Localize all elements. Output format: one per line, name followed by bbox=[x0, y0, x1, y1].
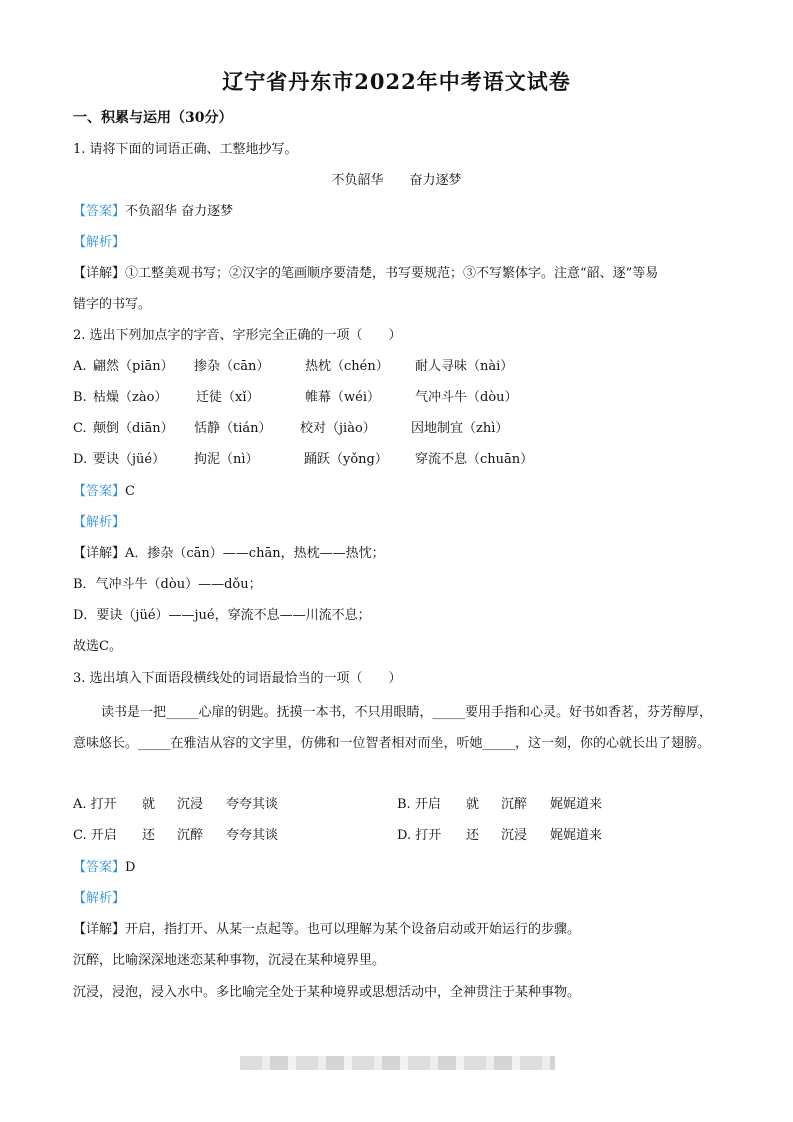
blurred-footer-watermark bbox=[240, 1056, 555, 1070]
answer-text: D bbox=[125, 860, 136, 875]
q1-answer bbox=[73, 203, 233, 221]
q2-detail-b: B．气冲斗牛（dòu）——dǒu； bbox=[73, 577, 262, 592]
q2-stem: 2. 选出下列加点字的字音、字形完全正确的一项（ ） bbox=[73, 328, 402, 343]
option-word: 热枕（chén） bbox=[305, 359, 389, 374]
q3-stem: 3. 选出填入下面语段横线处的词语最恰当的一项（ ） bbox=[73, 671, 402, 686]
q3-detail-2: 沉醉，比喻深深地迷恋某种事物，沉浸在某种境界里。 bbox=[73, 953, 386, 968]
option-letter: B. bbox=[73, 390, 87, 405]
q2-detail-d: D．要诀（jüé）——jué，穿流不息——川流不息； bbox=[73, 608, 371, 623]
option-word: 沉醉 bbox=[501, 797, 528, 812]
option-word: 拘泥（nì） bbox=[194, 452, 259, 467]
q2-answer bbox=[73, 483, 135, 501]
option-word: 夸夸其谈 bbox=[226, 797, 279, 812]
option-word: 沉醉 bbox=[177, 828, 204, 843]
q1-stem: 1. 请将下面的词语正确、工整地抄写。 bbox=[73, 142, 298, 157]
q3-answer bbox=[73, 859, 135, 877]
q1-analysis-tag: 【解析】 bbox=[73, 235, 126, 250]
option-letter: A. bbox=[73, 359, 87, 374]
q1-detail bbox=[73, 265, 658, 283]
option-word: 枯燥（zào） bbox=[93, 390, 168, 405]
detail-text: 开启，指打开、从某一点起等。也可以理解为某个设备启动或开始运行的步骤。 bbox=[125, 922, 581, 937]
option-word: 沉浸 bbox=[501, 828, 528, 843]
page-title: 辽宁省丹东市2022年中考语文试卷 bbox=[222, 69, 571, 94]
option-word: 气冲斗牛（dòu） bbox=[415, 390, 518, 405]
q2-conclusion: 故选C。 bbox=[73, 639, 122, 654]
option-word: 踊跃（yǒng） bbox=[304, 452, 388, 467]
option-word: 就 bbox=[142, 797, 156, 812]
q3-detail bbox=[73, 921, 580, 939]
option-word: 颠倒（diān） bbox=[93, 421, 174, 436]
option-word: 掺杂（cān） bbox=[194, 359, 270, 374]
q3-detail-3: 沉浸，浸泡，浸入水中。多比喻完全处于某种境界或思想活动中，全神贯注于某种事物。 bbox=[73, 985, 581, 1000]
option-word: 娓娓道来 bbox=[550, 797, 603, 812]
option-word: 就 bbox=[466, 797, 480, 812]
detail-text: A．掺杂（cān）——chān，热枕——热忱； bbox=[125, 546, 385, 561]
option-word: B. 开启 bbox=[397, 797, 441, 812]
option-word: 娓娓道来 bbox=[550, 828, 603, 843]
q1-words: 不负韶华 奋力逐梦 bbox=[331, 173, 462, 188]
option-word: 因地制宜（zhì） bbox=[411, 421, 509, 436]
answer-tag: 【答案】 bbox=[73, 860, 126, 875]
q1-detail-cont: 错字的书写。 bbox=[73, 297, 152, 312]
option-letter: D. bbox=[73, 452, 88, 467]
option-word: 迁徒（xǐ） bbox=[196, 390, 260, 405]
option-word: 还 bbox=[466, 828, 480, 843]
option-word: 校对（jiào） bbox=[300, 421, 376, 436]
option-word: 还 bbox=[142, 828, 156, 843]
answer-text: 不负韶华 奋力逐梦 bbox=[125, 204, 234, 219]
q3-passage: 读书是一把_____心扉的钥匙。抚摸一本书，不只用眼睛，_____要用手指和心灵。好书如香茗，芬芳醇厚，意味悠长。_____在雅洁从容的文字里，仿佛和一位智者相对而坐，听她_____，这一刻，你的心就长出了翅膀。 bbox=[73, 705, 713, 751]
answer-text: C bbox=[125, 484, 135, 499]
option-word: C. 开启 bbox=[73, 828, 117, 843]
option-letter: C. bbox=[73, 421, 87, 436]
q2-analysis-tag: 【解析】 bbox=[73, 515, 126, 530]
section-heading: 一、积累与运用（30分） bbox=[73, 110, 233, 126]
option-word: D. 打开 bbox=[397, 828, 442, 843]
option-word: 耐人寻味（nài） bbox=[415, 359, 514, 374]
option-word: 要诀（jüé） bbox=[93, 452, 166, 467]
option-word: A. 打开 bbox=[73, 797, 117, 812]
option-word: 穿流不息（chuān） bbox=[415, 452, 534, 467]
detail-tag: 【详解】 bbox=[73, 266, 126, 281]
answer-tag: 【答案】 bbox=[73, 204, 126, 219]
option-word: 翩然（piān） bbox=[93, 359, 174, 374]
detail-text: ①工整美观书写；②汉字的笔画顺序要清楚，书写要规范；③不写繁体字。注意“韶、逐”等易 bbox=[125, 266, 659, 281]
q2-detail bbox=[73, 545, 385, 563]
q3-analysis-tag: 【解析】 bbox=[73, 891, 126, 906]
answer-tag: 【答案】 bbox=[73, 484, 126, 499]
option-word: 帷幕（wéi） bbox=[305, 390, 380, 405]
option-word: 沉浸 bbox=[177, 797, 204, 812]
option-word: 恬静（tián） bbox=[194, 421, 272, 436]
detail-tag: 【详解】 bbox=[73, 922, 126, 937]
option-word: 夸夸其谈 bbox=[226, 828, 279, 843]
detail-tag: 【详解】 bbox=[73, 546, 126, 561]
